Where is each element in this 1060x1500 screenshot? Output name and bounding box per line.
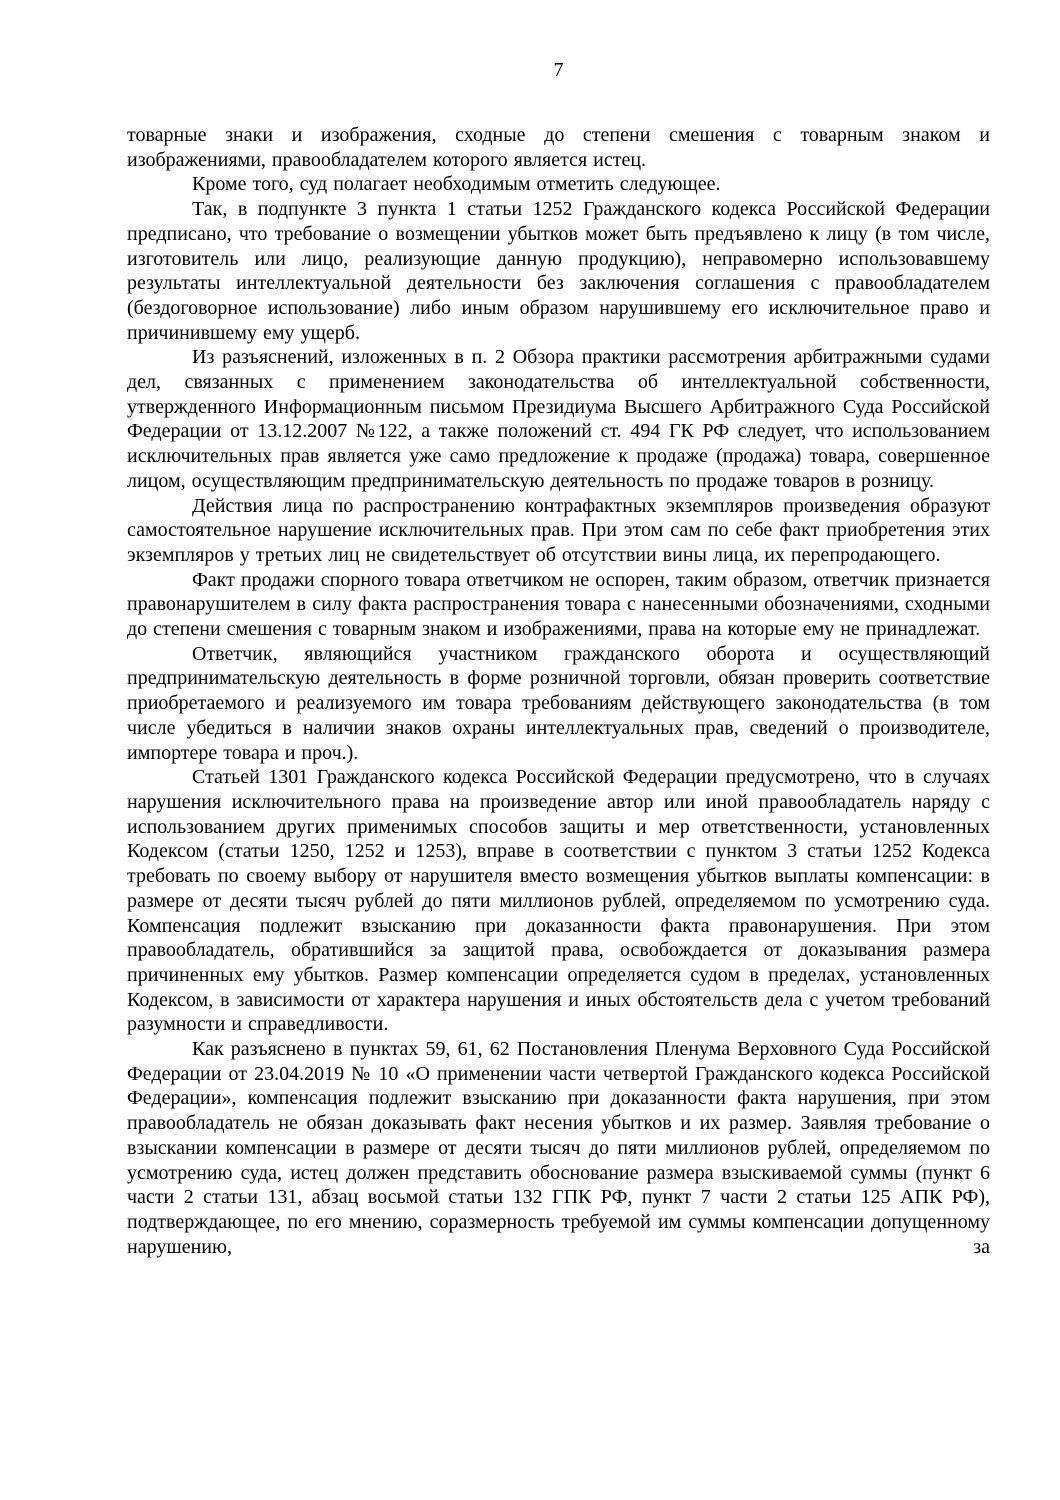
paragraph-otvetchik: Ответчик, являющийся участником гражданского оборота и осуществляющий предпринимательскую деятельность в форме розничной торговли, обязан проверить соответствие приобретаемого и реализуемого им товара требованиям действующего законодательства (в том числе убедиться в наличии знаков охраны интеллектуальных прав, сведений о производителе, импортере товара и проч.).	[127, 642, 990, 764]
page-number: 7	[553, 59, 564, 81]
paragraph-gk-1252: Так, в подпункте 3 пункта 1 статьи 1252 Гражданского кодекса Российской Федерации предписано, что требование о возмещении убытков может быть предъявлено к лицу (в том числе, изготовитель или лицо, реализующие данную продукцию), неправомерно использовавшему результаты интеллектуальной деятельности без заключения соглашения с правообладателем (бездоговорное использование) либо иным образом нарушившему его исключительное право и причинившему ему ущерб.	[127, 198, 990, 344]
paragraph-obzor-praktiki: Из разъяснений, изложенных в п. 2 Обзора практики рассмотрения арбитражными судами дел, связанных с применением законодательства об интеллектуальной собственности, утвержденного Информационным письмом Президиума Высшего Арбитражного Суда Российской Федерации от 13.12.2007 №122, а также положений ст. 494 ГК РФ следует, что использованием исключительных прав является уже само предложение к продаже (продажа) товара, совершенное лицом, осуществляющим предпринимательскую деятельность по продаже товаров в розницу.	[127, 346, 990, 492]
paragraph-rasprostranenie: Действия лица по распространению контрафактных экземпляров произведения образуют самостоятельное нарушение исключительных прав. При этом сам по себе факт приобретения этих экземпляров у третьих лиц не свидетельствует об отсутствии вины лица, их перепродающего.	[127, 494, 990, 566]
paragraph-continuation: товарные знаки и изображения, сходные до степени смешения с товарным знаком и изображениями, правообладателем которого является истец.	[127, 124, 990, 171]
paragraph-note: Кроме того, суд полагает необходимым отметить следующее.	[192, 173, 721, 196]
paragraph-plenum-vs-rf: Как разъяснено в пунктах 59, 61, 62 Постановления Пленума Верховного Суда Российской Федерации от 23.04.2019 № 10 «О применении части четвертой Гражданского кодекса Российской Федерации», компенсация подлежит взысканию при доказанности факта нарушения, при этом правообладатель не обязан доказывать факт несения убытков и их размер. Заявляя требование о взыскании компенсации в размере от десяти тысяч до пяти миллионов рублей, определяемом по усмотрению суда, истец должен представить обоснование размера взыскиваемой суммы (пункт 6 части 2 статьи 131, абзац восьмой статьи 132 ГПК РФ, пункт 7 части 2 статьи 125 АПК РФ), подтверждающее, по его мнению, соразмерность требуемой им суммы компенсации допущенному нарушению, за	[127, 1038, 990, 1258]
paragraph-statya-1301: Статьей 1301 Гражданского кодекса Российской Федерации предусмотрено, что в случаях нарушения исключительного права на произведение автор или иной правообладатель наряду с использованием других применимых способов защиты и мер ответственности, установленных Кодексом (статьи 1250, 1252 и 1253), вправе в соответствии с пунктом 3 статьи 1252 Кодекса требовать по своему выбору от нарушителя вместо возмещения убытков выплаты компенсации: в размере от десяти тысяч рублей до пяти миллионов рублей, определяемом по усмотрению суда. Компенсация подлежит взысканию при доказанности факта правонарушения. При этом правообладатель, обратившийся за защитой права, освобождается от доказывания размера причиненных ему убытков. Размер компенсации определяется судом в пределах, установленных Кодексом, в зависимости от характера нарушения и иных обстоятельств дела с учетом требований разумности и справедливости.	[127, 766, 990, 1036]
paragraph-fakt-prodazhi: Факт продажи спорного товара ответчиком не оспорен, таким образом, ответчик признается правонарушителем в силу факта распространения товара с нанесенными обозначениями, сходными до степени смешения с товарным знаком и изображениями, права на которые ему не принадлежат.	[127, 568, 990, 641]
document-body	[127, 123, 990, 1259]
